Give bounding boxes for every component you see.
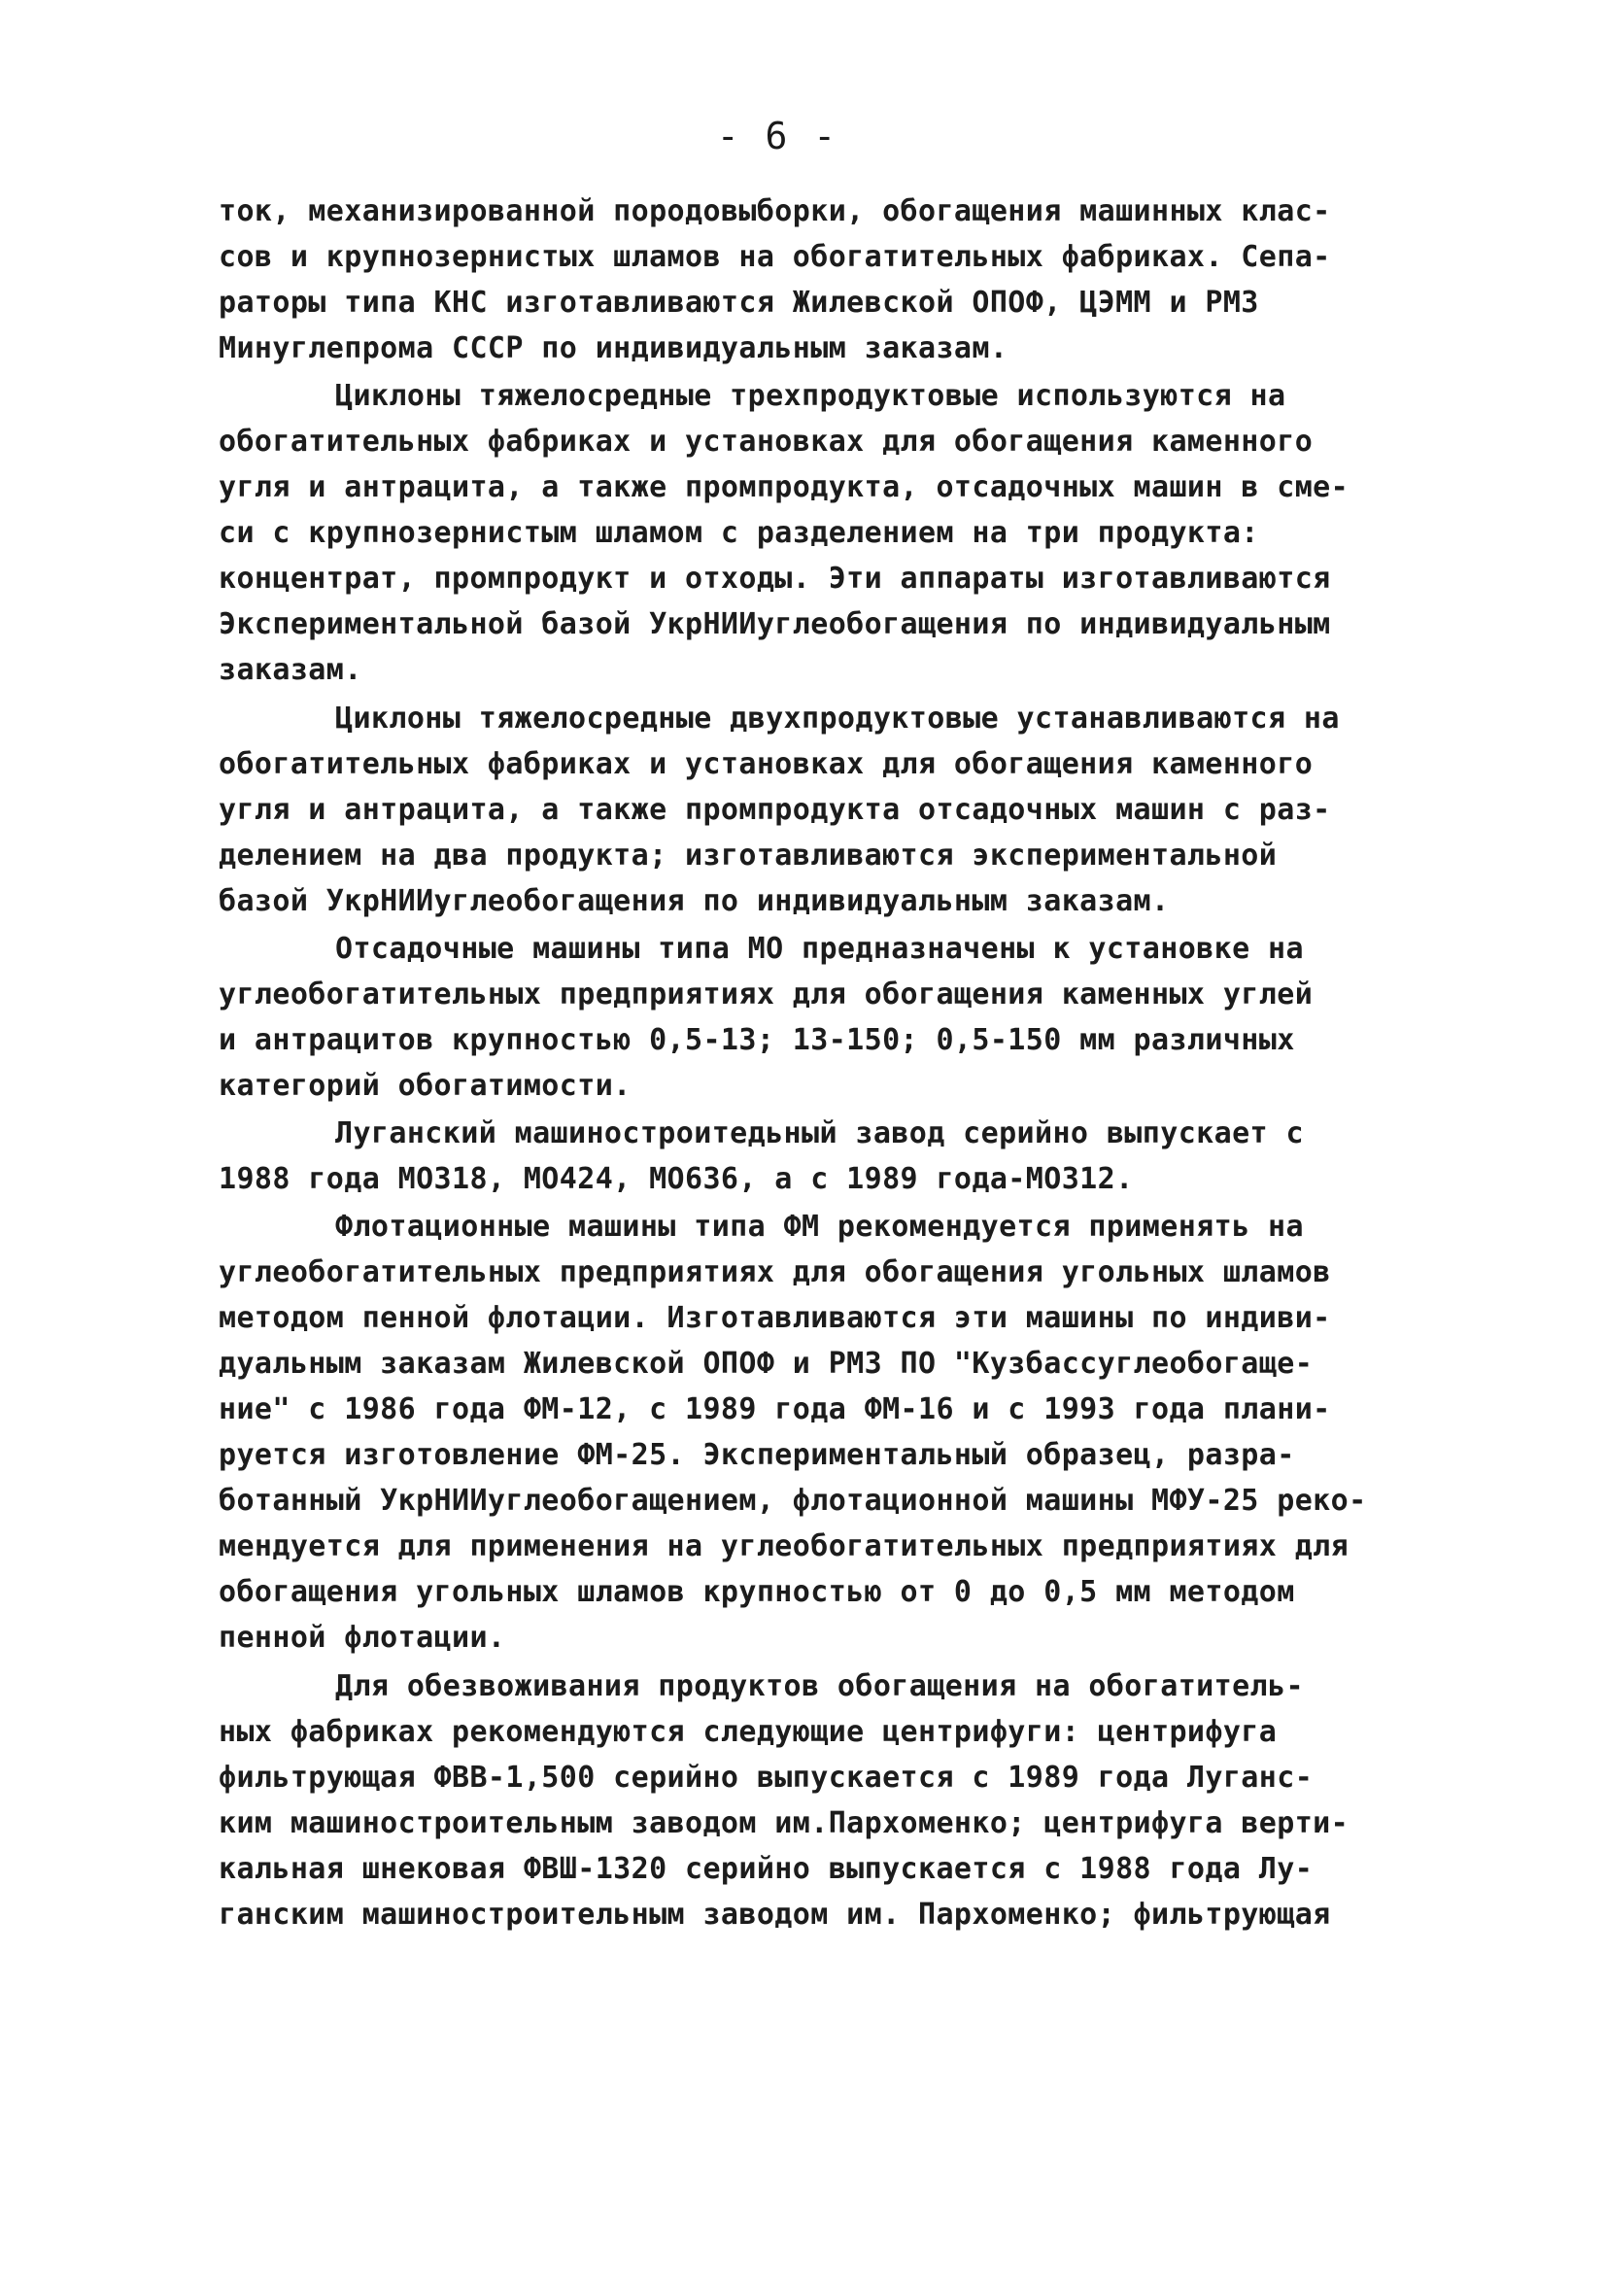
text-line: ким машиностроительным заводом им.Пархоменко; центрифуга верти- (219, 1806, 1350, 1840)
text-line: Экспериментальной базой УкрНИИуглеобогащения по индивидуальным (219, 607, 1331, 641)
text-line: Минуглепрома СССР по индивидуальным заказам. (219, 331, 1008, 365)
text-line: ние" с 1986 года ФМ-12, с 1989 года ФМ-16 и с 1993 года плани- (219, 1392, 1331, 1426)
text-line: раторы типа КНС изготавливаются Жилевской ОПОФ, ЦЭММ и РМЗ (219, 286, 1259, 320)
text-line: углеобогатительных предприятиях для обогащения угольных шламов (219, 1255, 1331, 1289)
text-line: категорий обогатимости. (219, 1069, 632, 1103)
text-line: угля и антрацита, а также промпродукта, отсадочных машин в сме- (219, 470, 1350, 504)
text-line: пенной флотации. (219, 1621, 506, 1655)
text-line: фильтрующая ФВВ-1,500 серийно выпускается с 1989 года Луганс- (219, 1761, 1314, 1795)
text-line: и антрацитов крупностью 0,5-13; 13-150; 0,5-150 мм различных (219, 1023, 1295, 1057)
text-line: угля и антрацита, а также промпродукта отсадочных машин с раз- (219, 793, 1331, 827)
text-line: Флотационные машины типа ФМ рекомендуется применять на (335, 1210, 1304, 1244)
text-line: обогатительных фабриках и установках для обогащения каменного (219, 747, 1314, 781)
text-line: ботанный УкрНИИуглеобогащением, флотационной машины МФУ-25 реко- (219, 1484, 1367, 1518)
text-line: 1988 года МО318, МО424, МО636, а с 1989 года-МО312. (219, 1162, 1134, 1196)
text-line: Для обезвоживания продуктов обогащения на обогатитель- (335, 1669, 1304, 1703)
text-line: ганским машиностроительным заводом им. Пархоменко; фильтрующая (219, 1898, 1331, 1932)
text-line: заказам. (219, 653, 362, 687)
text-line: ных фабриках рекомендуются следующие центрифуги: центрифуга (219, 1715, 1278, 1749)
text-line: сов и крупнозернистых шламов на обогатительных фабриках. Сепа- (219, 240, 1331, 274)
text-line: Циклоны тяжелосредные двухпродуктовые устанавливаются на (335, 702, 1340, 736)
text-line: ток, механизированной породовыборки, обогащения машинных клас- (219, 194, 1331, 228)
text-line: дуальным заказам Жилевской ОПОФ и РМЗ ПО "Кузбассуглеобогаще- (219, 1347, 1314, 1381)
text-line: обогащения угольных шламов крупностью от 0 до 0,5 мм методом (219, 1575, 1295, 1609)
text-line: углеобогатительных предприятиях для обогащения каменных углей (219, 977, 1314, 1011)
text-line: си с крупнозернистым шламом с разделением на три продукта: (219, 516, 1259, 550)
text-line: Луганский машиностроитедьный завод серийно выпускает с (335, 1116, 1304, 1150)
text-line: методом пенной флотации. Изготавливаются эти машины по индиви- (219, 1301, 1331, 1335)
text-line: базой УкрНИИуглеобогащения по индивидуальным заказам. (219, 884, 1170, 918)
text-line: Циклоны тяжелосредные трехпродуктовые используются на (335, 379, 1286, 413)
text-line: делением на два продукта; изготавливаются экспериментальной (219, 839, 1278, 873)
text-line: мендуется для применения на углеобогатительных предприятиях для (219, 1529, 1350, 1563)
page-number: - 6 - (716, 115, 838, 157)
text-line: руется изготовление ФМ-25. Экспериментальный образец, разра- (219, 1438, 1295, 1472)
text-line: концентрат, промпродукт и отходы. Эти аппараты изготавливаются (219, 562, 1331, 596)
text-line: обогатительных фабриках и установках для обогащения каменного (219, 425, 1314, 459)
text-line: Отсадочные машины типа МО предназначены к установке на (335, 932, 1304, 966)
text-line: кальная шнековая ФВШ-1320 серийно выпускается с 1988 года Лу- (219, 1852, 1314, 1886)
